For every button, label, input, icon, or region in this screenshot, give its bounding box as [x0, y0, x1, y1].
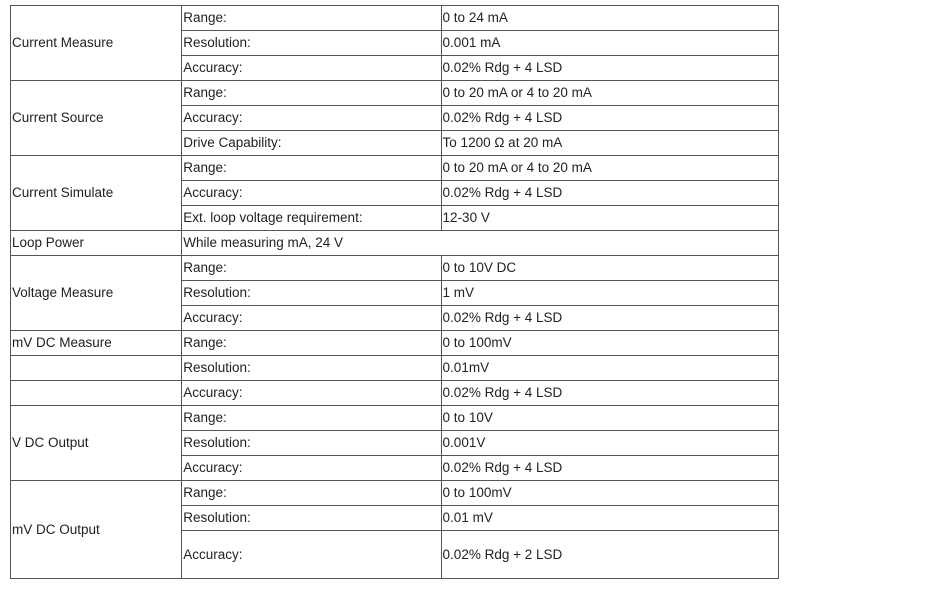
group-cell-loop-power: Loop Power: [11, 231, 182, 256]
value-cell: 0 to 20 mA or 4 to 20 mA: [441, 156, 778, 181]
param-cell: Range:: [182, 331, 441, 356]
table-row: [11, 156, 779, 181]
table-row: [11, 81, 779, 106]
table-row: [11, 356, 779, 381]
param-cell: Drive Capability:: [182, 131, 441, 156]
value-cell: 0 to 100mV: [441, 331, 778, 356]
specifications-table: [10, 5, 779, 579]
value-cell: 0.01 mV: [441, 506, 778, 531]
param-cell: Range:: [182, 81, 441, 106]
value-cell-loop-power: While measuring mA, 24 V: [182, 231, 779, 256]
table-row: [11, 381, 779, 406]
value-cell: 0.02% Rdg + 4 LSD: [441, 181, 778, 206]
value-cell: 0 to 10V DC: [441, 256, 778, 281]
param-cell: Range:: [182, 481, 441, 506]
param-cell: Ext. loop voltage requirement:: [182, 206, 441, 231]
value-cell: 0.01mV: [441, 356, 778, 381]
param-cell: Range:: [182, 256, 441, 281]
value-cell: 1 mV: [441, 281, 778, 306]
value-cell: 12-30 V: [441, 206, 778, 231]
value-cell: 0.02% Rdg + 4 LSD: [441, 306, 778, 331]
value-cell: 0.02% Rdg + 4 LSD: [441, 381, 778, 406]
table-row: [11, 481, 779, 506]
param-cell: Range:: [182, 6, 441, 31]
group-cell-current-source: Current Source: [11, 81, 182, 156]
param-cell: Range:: [182, 406, 441, 431]
param-cell: Accuracy:: [182, 381, 441, 406]
group-cell-current-measure: Current Measure: [11, 6, 182, 81]
group-cell-mv-dc-measure: mV DC Measure: [11, 331, 182, 356]
group-cell-mv-dc-output: mV DC Output: [11, 481, 182, 579]
param-cell: Accuracy:: [182, 456, 441, 481]
table-row: [11, 406, 779, 431]
value-cell: 0 to 24 mA: [441, 6, 778, 31]
value-cell: 0 to 100mV: [441, 481, 778, 506]
table-row: [11, 6, 779, 31]
param-cell: Accuracy:: [182, 181, 441, 206]
param-cell: Accuracy:: [182, 106, 441, 131]
value-cell: 0 to 10V: [441, 406, 778, 431]
value-cell: To 1200 Ω at 20 mA: [441, 131, 778, 156]
group-cell-v-dc-output: V DC Output: [11, 406, 182, 481]
param-cell: Accuracy:: [182, 531, 441, 579]
param-cell: Resolution:: [182, 356, 441, 381]
param-cell: Accuracy:: [182, 56, 441, 81]
table-row: [11, 256, 779, 281]
value-cell: 0 to 20 mA or 4 to 20 mA: [441, 81, 778, 106]
table-row: [11, 331, 779, 356]
group-cell-empty: [11, 356, 182, 381]
param-cell: Resolution:: [182, 281, 441, 306]
value-cell: 0.001 mA: [441, 31, 778, 56]
value-cell: 0.02% Rdg + 4 LSD: [441, 56, 778, 81]
value-cell: 0.02% Rdg + 2 LSD: [441, 531, 778, 579]
value-cell: 0.02% Rdg + 4 LSD: [441, 456, 778, 481]
param-cell: Resolution:: [182, 431, 441, 456]
table-row: [11, 231, 779, 256]
param-cell: Accuracy:: [182, 306, 441, 331]
group-cell-current-simulate: Current Simulate: [11, 156, 182, 231]
group-cell-voltage-measure: Voltage Measure: [11, 256, 182, 331]
param-cell: Resolution:: [182, 31, 441, 56]
param-cell: Resolution:: [182, 506, 441, 531]
param-cell: Range:: [182, 156, 441, 181]
value-cell: 0.02% Rdg + 4 LSD: [441, 106, 778, 131]
group-cell-empty: [11, 381, 182, 406]
value-cell: 0.001V: [441, 431, 778, 456]
